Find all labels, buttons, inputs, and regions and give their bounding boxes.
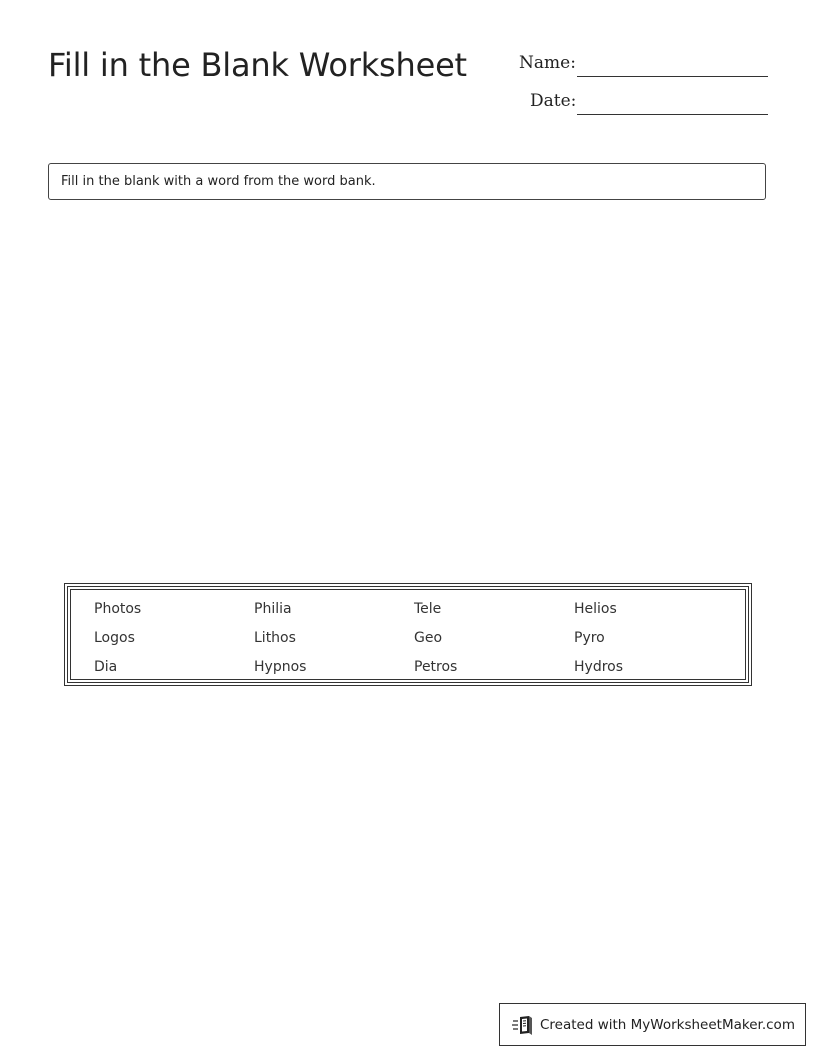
instructions-text: Fill in the blank with a word from the word bank. bbox=[61, 174, 376, 189]
name-field-line[interactable] bbox=[577, 76, 768, 77]
word-bank-item: Hydros bbox=[574, 659, 624, 675]
footer-credit-badge[interactable] bbox=[499, 1003, 806, 1046]
name-label: Name: bbox=[519, 53, 576, 73]
word-bank-item: Tele bbox=[414, 601, 442, 617]
word-bank-item: Philia bbox=[254, 601, 292, 617]
date-field-line[interactable] bbox=[577, 114, 768, 115]
word-bank-item: Hypnos bbox=[254, 659, 307, 675]
word-bank-item: Dia bbox=[94, 659, 118, 675]
worksheet-title: Fill in the Blank Worksheet bbox=[48, 46, 467, 84]
word-bank bbox=[64, 583, 752, 686]
word-bank-item: Helios bbox=[574, 601, 617, 617]
book-logo-icon bbox=[512, 1014, 534, 1036]
word-bank-item: Photos bbox=[94, 601, 142, 617]
word-bank-item: Geo bbox=[414, 630, 443, 646]
date-label: Date: bbox=[530, 91, 577, 111]
word-bank-item: Pyro bbox=[574, 630, 605, 646]
instructions-box bbox=[48, 163, 766, 200]
footer-credit-text: Created with MyWorksheetMaker.com bbox=[540, 1016, 795, 1033]
word-bank-grid bbox=[94, 601, 734, 688]
word-bank-item: Lithos bbox=[254, 630, 296, 646]
word-bank-item: Petros bbox=[414, 659, 458, 675]
word-bank-item: Logos bbox=[94, 630, 135, 646]
word-bank-inner-border bbox=[70, 589, 746, 680]
